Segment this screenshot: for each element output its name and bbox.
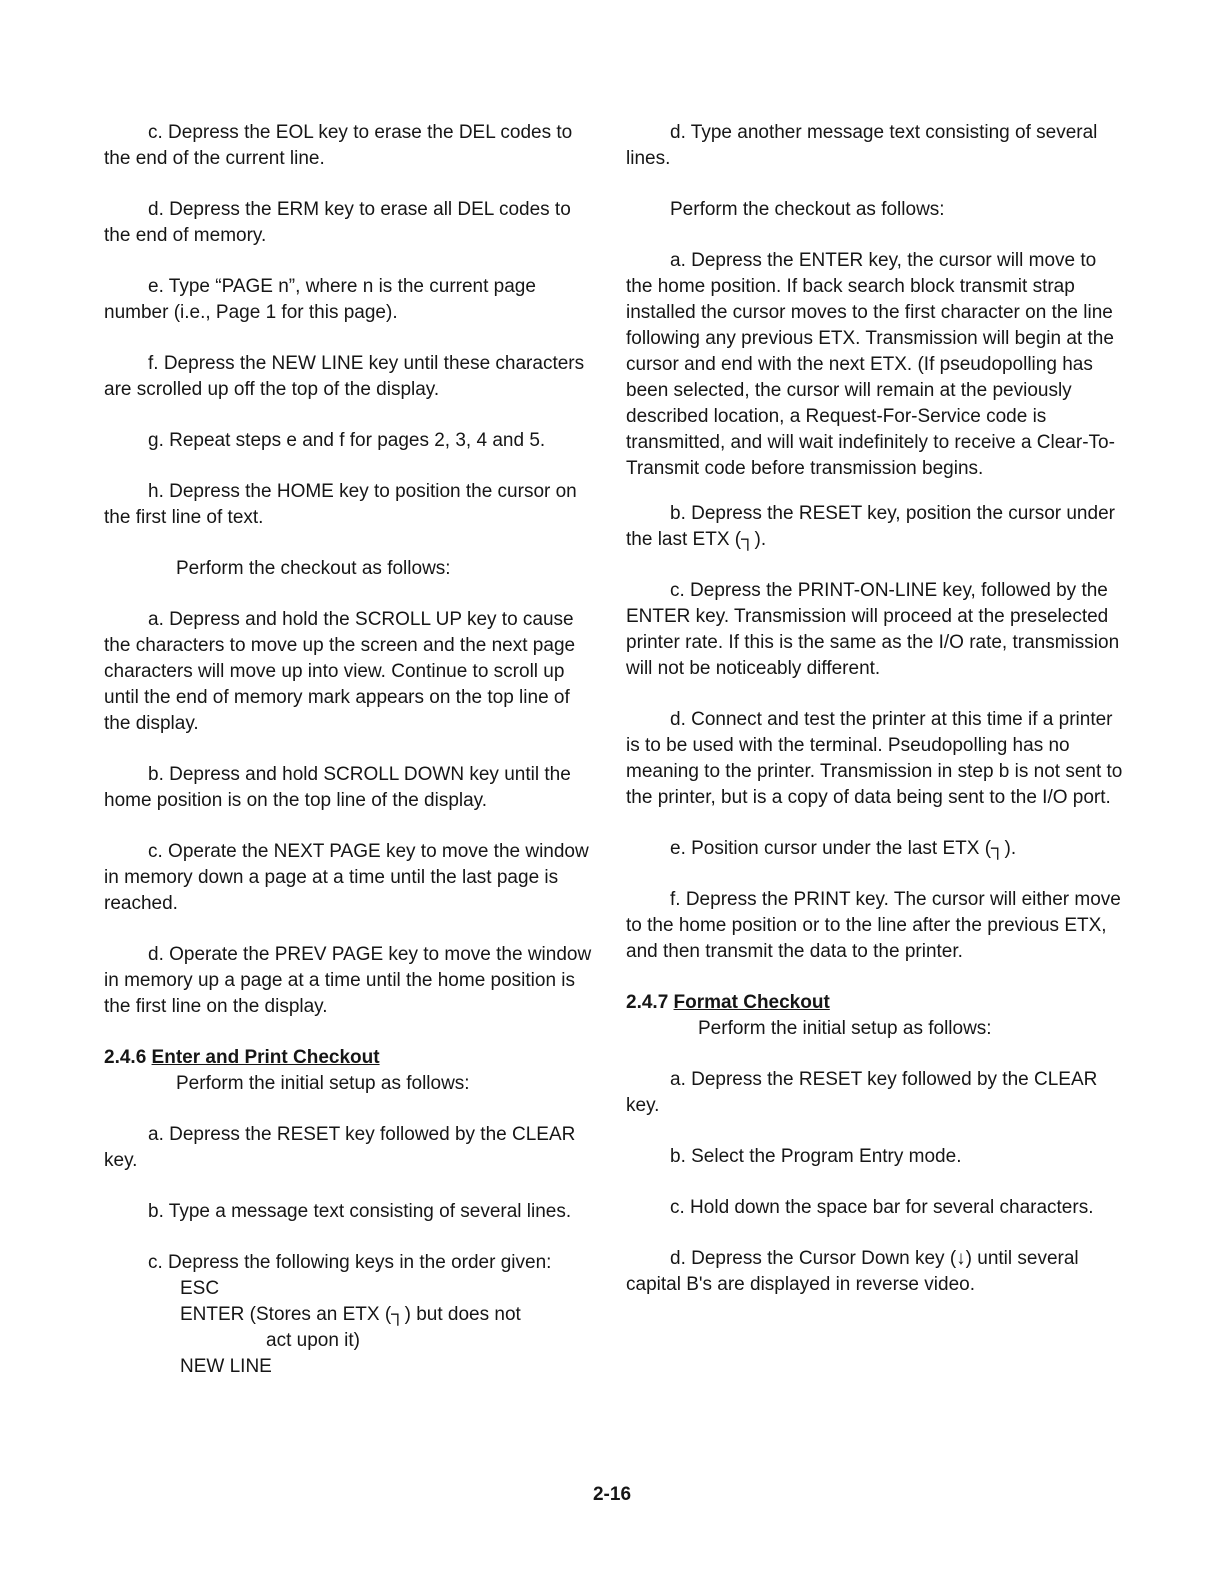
right-setup-c: c. Hold down the space bar for several characters. xyxy=(670,1197,1094,1218)
left-setup-c: c. Depress the following keys in the order given: xyxy=(148,1252,552,1273)
left-step-e-page: e. Type “PAGE n”, where n is the current page number (i.e., Page 1 for this page). xyxy=(104,276,536,323)
right-checkout-a: a. Depress the ENTER key, the cursor will move to the home position. If back search block transmit strap installed the cursor moves to the first character on the line following any previous ETX. Transmission will begin at the cursor and end with the next ETX. (If pseudopolling has been selected, the cursor will remain at the peviously described location, a Request-For-Service code is transmitted, and will wait indefinitely to receive a Clear-To-Transmit code before transmission begins. xyxy=(626,250,1115,479)
section-heading-2-4-6 xyxy=(104,1045,596,1071)
section-title: Enter and Print Checkout xyxy=(151,1047,380,1068)
right-checkout-b: b. Depress the RESET key, position the cursor under the last ETX (┐). xyxy=(626,503,1115,550)
left-step-c-eol: c. Depress the EOL key to erase the DEL codes to the end of the current line. xyxy=(104,122,573,169)
right-checkout-f: f. Depress the PRINT key. The cursor will either move to the home position or to the line after the previous ETX, and then transmit the data to the printer. xyxy=(626,889,1121,962)
right-setup-intro: Perform the initial setup as follows: xyxy=(698,1018,992,1039)
key-new-line: NEW LINE xyxy=(180,1356,272,1377)
right-checkout-e: e. Position cursor under the last ETX (┐). xyxy=(670,838,1017,859)
right-setup-d: d. Depress the Cursor Down key (↓) until several capital B's are displayed in reverse video. xyxy=(626,1248,1079,1295)
right-checkout-intro: Perform the checkout as follows: xyxy=(670,199,945,220)
page-number: 2-16 xyxy=(592,1484,632,1505)
right-column xyxy=(626,120,1126,1298)
left-column xyxy=(104,120,596,1380)
section-heading-2-4-7 xyxy=(626,990,1126,1016)
key-enter: ENTER (Stores an ETX (┐) but does not xyxy=(180,1304,521,1325)
left-setup-a: a. Depress the RESET key followed by the CLEAR key. xyxy=(104,1124,576,1171)
key-sequence-list xyxy=(104,1276,596,1380)
left-step-g-repeat: g. Repeat steps e and f for pages 2, 3, 4 and 5. xyxy=(148,430,546,451)
left-setup-b: b. Type a message text consisting of several lines. xyxy=(148,1201,572,1222)
left-step-h-home: h. Depress the HOME key to position the cursor on the first line of text. xyxy=(104,481,577,528)
left-step-f-newline: f. Depress the NEW LINE key until these characters are scrolled up off the top of the display. xyxy=(104,353,585,400)
left-checkout-a: a. Depress and hold the SCROLL UP key to cause the characters to move up the screen and the next page characters will move up into view. Continue to scroll up until the end of memory mark appears on the top line of the display. xyxy=(104,609,576,734)
section-number: 2.4.7 xyxy=(626,992,669,1013)
right-checkout-c: c. Depress the PRINT-ON-LINE key, followed by the ENTER key. Transmission will proceed at the preselected printer rate. If this is the same as the I/O rate, transmission will not be noticeably different. xyxy=(626,580,1120,679)
left-setup-intro: Perform the initial setup as follows: xyxy=(176,1073,470,1094)
section-number: 2.4.6 xyxy=(104,1047,147,1068)
right-checkout-d: d. Connect and test the printer at this time if a printer is to be used with the terminal. Pseudopolling has no meaning to the printer. Transmission in step b is not sent to the printer, but is a copy of data being sent to the I/O port. xyxy=(626,709,1123,808)
left-checkout-intro: Perform the checkout as follows: xyxy=(176,558,451,579)
left-step-d-erm: d. Depress the ERM key to erase all DEL codes to the end of memory. xyxy=(104,199,571,246)
key-enter-note: act upon it) xyxy=(266,1330,360,1351)
right-step-d-type: d. Type another message text consisting of several lines. xyxy=(626,122,1098,169)
left-checkout-d: d. Operate the PREV PAGE key to move the window in memory up a page at a time until the home position is the first line on the display. xyxy=(104,944,592,1017)
right-setup-a: a. Depress the RESET key followed by the CLEAR key. xyxy=(626,1069,1098,1116)
right-setup-b: b. Select the Program Entry mode. xyxy=(670,1146,962,1167)
section-title: Format Checkout xyxy=(673,992,830,1013)
left-checkout-c: c. Operate the NEXT PAGE key to move the window in memory down a page at a time until the last page is reached. xyxy=(104,841,589,914)
left-checkout-b: b. Depress and hold SCROLL DOWN key until the home position is on the top line of the display. xyxy=(104,764,571,811)
key-esc: ESC xyxy=(180,1278,220,1299)
